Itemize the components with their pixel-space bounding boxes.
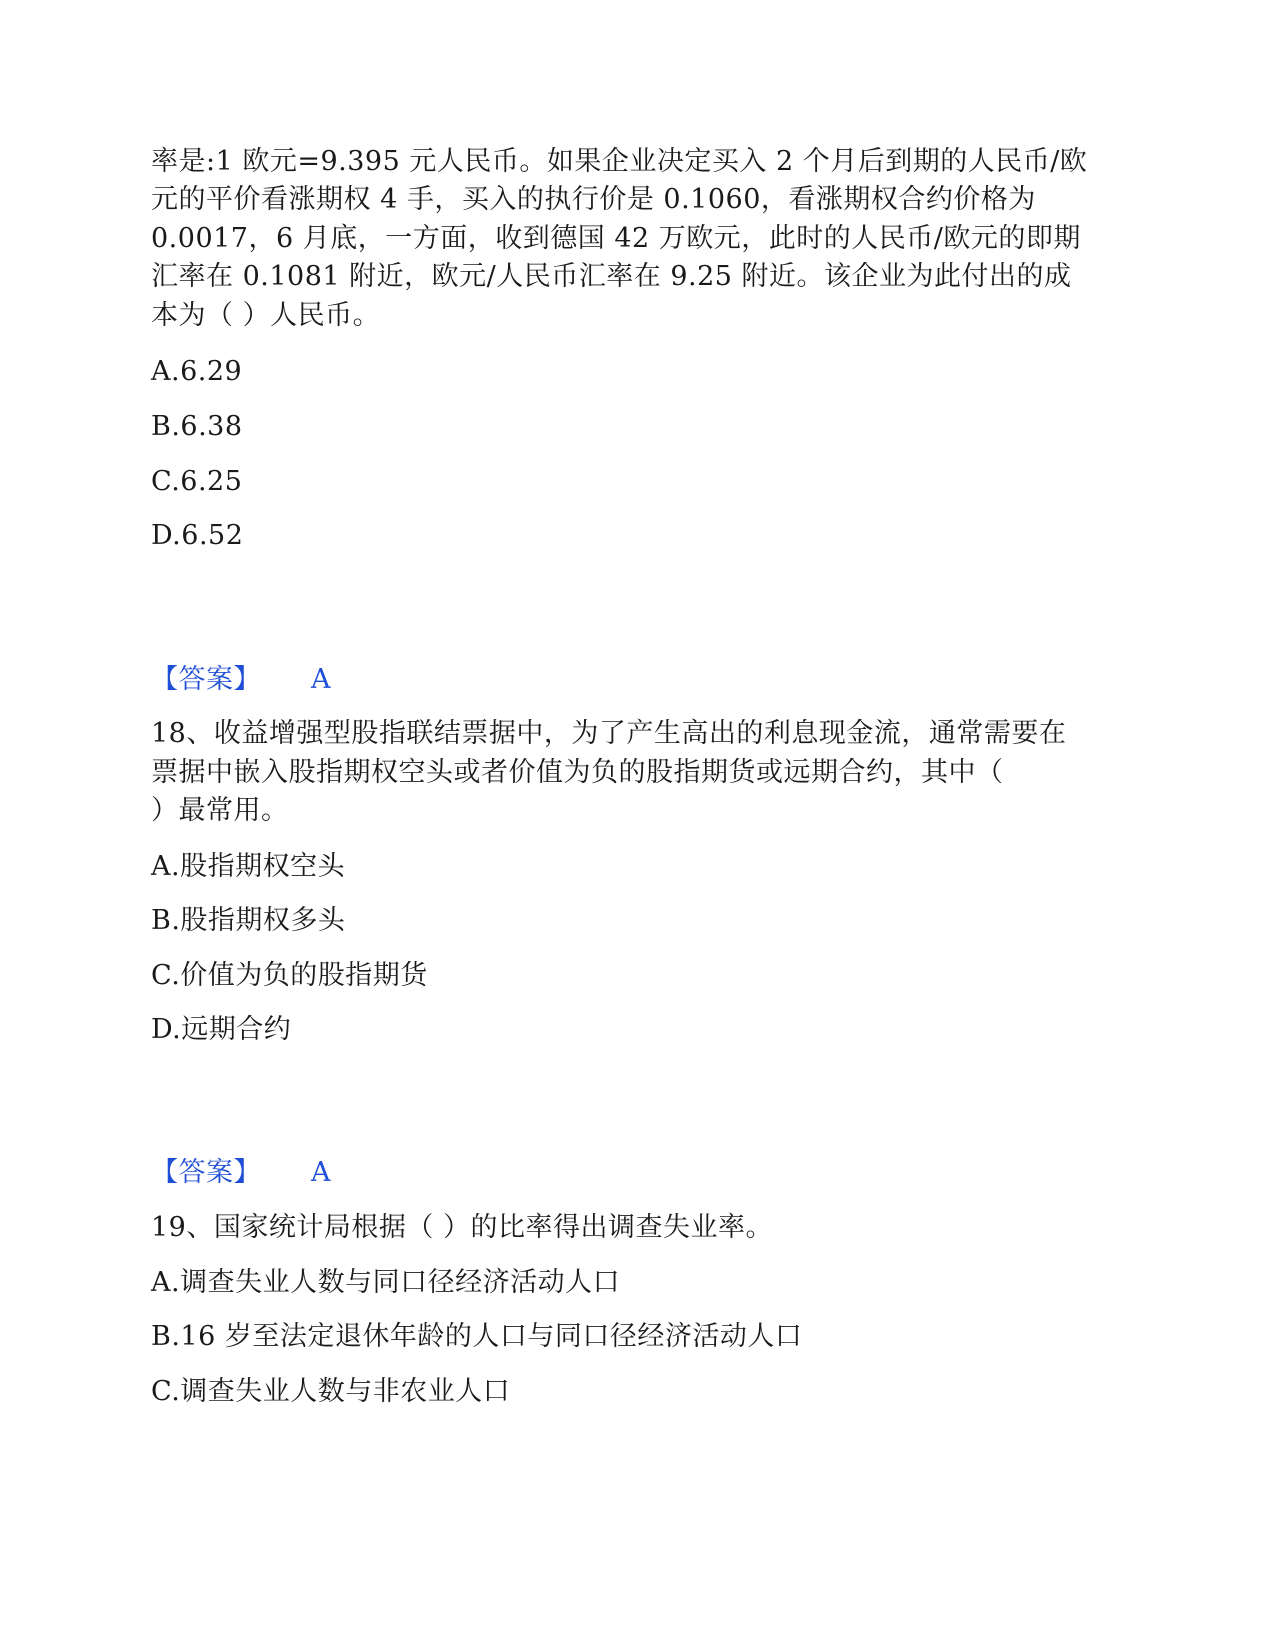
- q17-stem-line-5: 本为（ ）人民币。: [151, 300, 381, 331]
- q18-option-d: D.远期合约: [151, 1014, 292, 1045]
- q17-stem-line-2: 元的平价看涨期权 4 手，买入的执行价是 0.1060，看涨期权合约价格为: [151, 184, 1036, 215]
- q17-stem-line-3: 0.0017，6 月底，一方面，收到德国 42 万欧元，此时的人民币/欧元的即期: [151, 223, 1081, 254]
- q18-answer-value: A: [311, 1157, 331, 1188]
- q19-option-b: B.16 岁至法定退休年龄的人口与同口径经济活动人口: [151, 1321, 803, 1352]
- q17-option-a: A.6.29: [151, 356, 243, 387]
- q18-stem-line-2: 票据中嵌入股指期权空头或者价值为负的股指期货或远期合约，其中（: [151, 757, 1004, 788]
- q18-answer-tag: 【答案】: [151, 1157, 261, 1188]
- q17-option-b: B.6.38: [151, 411, 243, 442]
- q17-stem-line-4: 汇率在 0.1081 附近，欧元/人民币汇率在 9.25 附近。该企业为此付出的成: [151, 261, 1072, 292]
- q17-option-d: D.6.52: [151, 520, 244, 551]
- q17-answer-tag: 【答案】: [151, 664, 261, 695]
- q19-option-a: A.调查失业人数与同口径经济活动人口: [151, 1267, 621, 1298]
- q18-option-a: A.股指期权空头: [151, 851, 346, 882]
- q19-stem-line-1: 19、国家统计局根据（ ）的比率得出调查失业率。: [151, 1212, 773, 1243]
- q18-answer-row: [151, 1157, 331, 1189]
- q18-option-c: C.价值为负的股指期货: [151, 960, 428, 991]
- q18-option-b: B.股指期权多头: [151, 905, 346, 936]
- q17-answer-row: [151, 664, 331, 696]
- q19-option-c: C.调查失业人数与非农业人口: [151, 1376, 511, 1407]
- q18-stem-line-3: ）最常用。: [151, 795, 289, 826]
- q17-answer-value: A: [311, 664, 331, 695]
- q17-option-c: C.6.25: [151, 466, 243, 497]
- q17-stem-line-1: 率是:1 欧元=9.395 元人民币。如果企业决定买入 2 个月后到期的人民币/欧: [151, 146, 1088, 177]
- q18-stem-line-1: 18、收益增强型股指联结票据中，为了产生高出的利息现金流，通常需要在: [151, 718, 1067, 749]
